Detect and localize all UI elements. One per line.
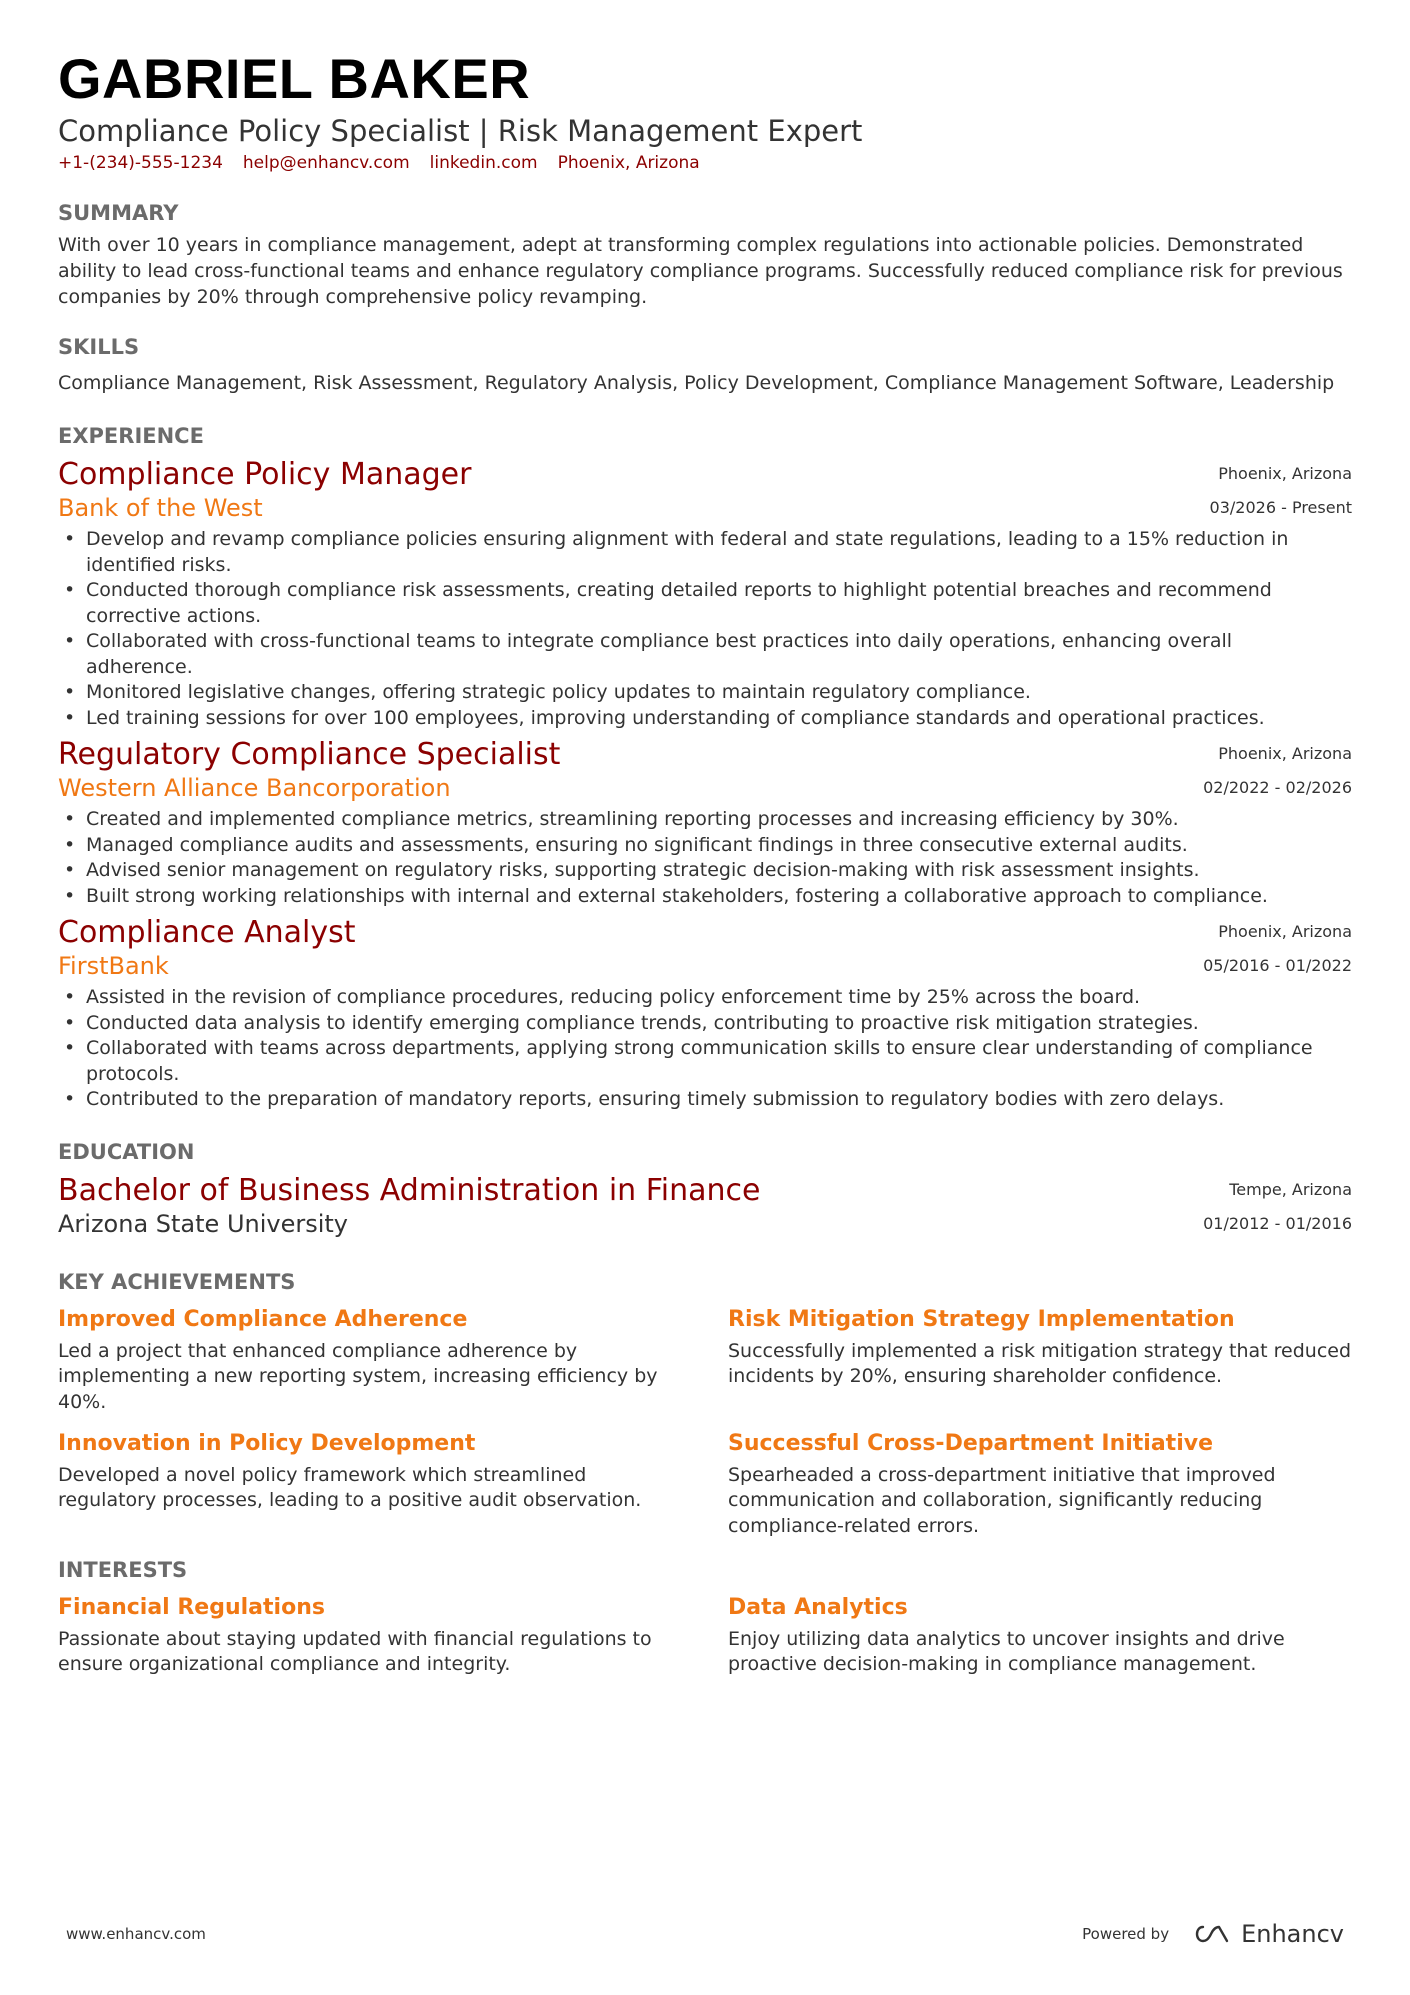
achievement-title: Innovation in Policy Development	[58, 1430, 476, 1456]
interests-section	[58, 1555, 1352, 1678]
achievement-item	[728, 1429, 1368, 1545]
section-title: KEY ACHIEVEMENTS	[58, 1269, 296, 1294]
section-title: EDUCATION	[58, 1139, 195, 1164]
section-title: INTERESTS	[58, 1557, 188, 1582]
edu-location: Tempe, Arizona	[1229, 1179, 1352, 1199]
job-location: Phoenix, Arizona	[1218, 922, 1352, 941]
achievement-item	[58, 1429, 678, 1545]
job-bullet: • Develop and revamp compliance policies ensuring alignment with federal and state regulations, leading to a 15% reduction in identified risks.	[58, 527, 1352, 578]
job-bullet: • Collaborated with cross-functional teams to integrate compliance best practices into daily operations, enhancing overall adherence.	[58, 629, 1352, 680]
job-bullet: • Assisted in the revision of compliance procedures, reducing policy enforcement time by 25% across the board.	[58, 985, 1352, 1011]
job-entry	[58, 457, 1352, 731]
job-bullet: • Built strong working relationships with internal and external stakeholders, fostering a collaborative approach to compliance.	[58, 884, 1352, 910]
skills-section	[58, 332, 1352, 396]
job-company: Bank of the West	[58, 494, 263, 522]
job-company: Western Alliance Bancorporation	[58, 774, 451, 802]
job-bullet: • Conducted thorough compliance risk assessments, creating detailed reports to highlight potential breaches and recommend corrective actions.	[58, 578, 1352, 629]
headline: Compliance Policy Specialist | Risk Management Expert	[58, 114, 863, 148]
brand-logo[interactable]	[1191, 1920, 1344, 1948]
achievement-item	[58, 1305, 678, 1421]
achievement-text: Developed a novel policy framework which streamlined regulatory processes, leading to a positive audit observation.	[58, 1463, 642, 1511]
email-link[interactable]: help@enhancv.com	[242, 153, 410, 173]
section-title: EXPERIENCE	[58, 424, 204, 448]
job-bullet: • Created and implemented compliance metrics, streamlining reporting processes and increasing efficiency by 30%.	[58, 807, 1352, 833]
interest-title: Financial Regulations	[58, 1594, 325, 1620]
candidate-name: GABRIEL BAKER	[58, 47, 531, 110]
job-entry	[58, 737, 1352, 909]
job-bullet: • Contributed to the preparation of mandatory reports, ensuring timely submission to regulatory bodies with zero delays.	[58, 1087, 1352, 1113]
education-section	[58, 1137, 1352, 1241]
job-bullet: • Conducted data analysis to identify emerging compliance trends, contributing to proactive risk mitigation strategies.	[58, 1011, 1352, 1037]
job-title: Regulatory Compliance Specialist	[58, 737, 561, 772]
job-location: Phoenix, Arizona	[1218, 744, 1352, 763]
interest-item	[728, 1593, 1368, 1678]
job-bullet: • Led training sessions for over 100 employees, improving understanding of compliance standards and operational practices.	[58, 706, 1352, 732]
job-title: Compliance Policy Manager	[58, 457, 472, 492]
footer-url[interactable]: www.enhancv.com	[66, 1925, 206, 1943]
job-dates: 05/2016 - 01/2022	[1203, 956, 1352, 975]
school-name: Arizona State University	[58, 1209, 349, 1238]
achievements-section	[58, 1267, 1352, 1545]
linkedin-link[interactable]: linkedin.com	[429, 153, 538, 173]
job-dates: 03/2026 - Present	[1209, 498, 1352, 517]
interest-title: Data Analytics	[728, 1594, 908, 1620]
section-title: SKILLS	[58, 335, 140, 359]
achievement-title: Improved Compliance Adherence	[58, 1306, 468, 1332]
job-entry	[58, 915, 1352, 1113]
experience-section	[58, 421, 1352, 1113]
achievement-item	[728, 1305, 1368, 1421]
job-location: Phoenix, Arizona	[1218, 464, 1352, 483]
achievement-text: Successfully implemented a risk mitigation strategy that reduced incidents by 20%, ensuring shareholder confidence.	[728, 1339, 1352, 1387]
achievement-text: Led a project that enhanced compliance adherence by implementing a new reporting system, increasing efficiency by 40%.	[58, 1339, 658, 1413]
job-company: FirstBank	[58, 952, 169, 980]
powered-by-label: Powered by	[1082, 1925, 1170, 1943]
phone-link[interactable]: +1-(234)-555-1234	[58, 153, 223, 173]
enhancv-logo-icon	[1191, 1923, 1231, 1945]
edu-dates: 01/2012 - 01/2016	[1203, 1213, 1352, 1233]
degree-title: Bachelor of Business Administration in Finance	[58, 1172, 761, 1208]
interest-text: Passionate about staying updated with financial regulations to ensure organizational compliance and integrity.	[58, 1627, 652, 1675]
job-bullet: • Collaborated with teams across departments, applying strong communication skills to ensure clear understanding of compliance protocols.	[58, 1036, 1352, 1087]
section-title: SUMMARY	[58, 201, 179, 225]
interest-item	[58, 1593, 678, 1678]
achievement-title: Risk Mitigation Strategy Implementation	[728, 1306, 1235, 1332]
summary-text: With over 10 years in compliance management, adept at transforming complex regulations into actionable policies. Demonstrated ability to lead cross-functional teams and enhance regulatory compliance programs. Successfully reduced compliance risk for previous companies by 20% through comprehensive policy revamping.	[58, 234, 1343, 308]
achievement-title: Successful Cross-Department Initiative	[728, 1430, 1213, 1456]
location-text: Phoenix, Arizona	[557, 153, 700, 173]
job-bullet: • Managed compliance audits and assessments, ensuring no significant findings in three consecutive external audits.	[58, 833, 1352, 859]
brand-name: Enhancv	[1241, 1920, 1344, 1948]
contact-bar	[58, 150, 1352, 176]
job-dates: 02/2022 - 02/2026	[1203, 778, 1352, 797]
skills-text: Compliance Management, Risk Assessment, Regulatory Analysis, Policy Development, Compliance Management Software, Leadership	[58, 372, 1335, 394]
interest-text: Enjoy utilizing data analytics to uncover insights and drive proactive decision-making in compliance management.	[728, 1627, 1285, 1675]
job-bullet: • Monitored legislative changes, offering strategic policy updates to maintain regulatory compliance.	[58, 680, 1352, 706]
page-footer	[66, 1920, 1344, 1948]
job-title: Compliance Analyst	[58, 915, 356, 950]
summary-section	[58, 198, 1352, 310]
job-bullet: • Advised senior management on regulatory risks, supporting strategic decision-making with risk assessment insights.	[58, 858, 1352, 884]
achievement-text: Spearheaded a cross-department initiative that improved communication and collaboration, significantly reducing compliance-related errors.	[728, 1463, 1276, 1537]
